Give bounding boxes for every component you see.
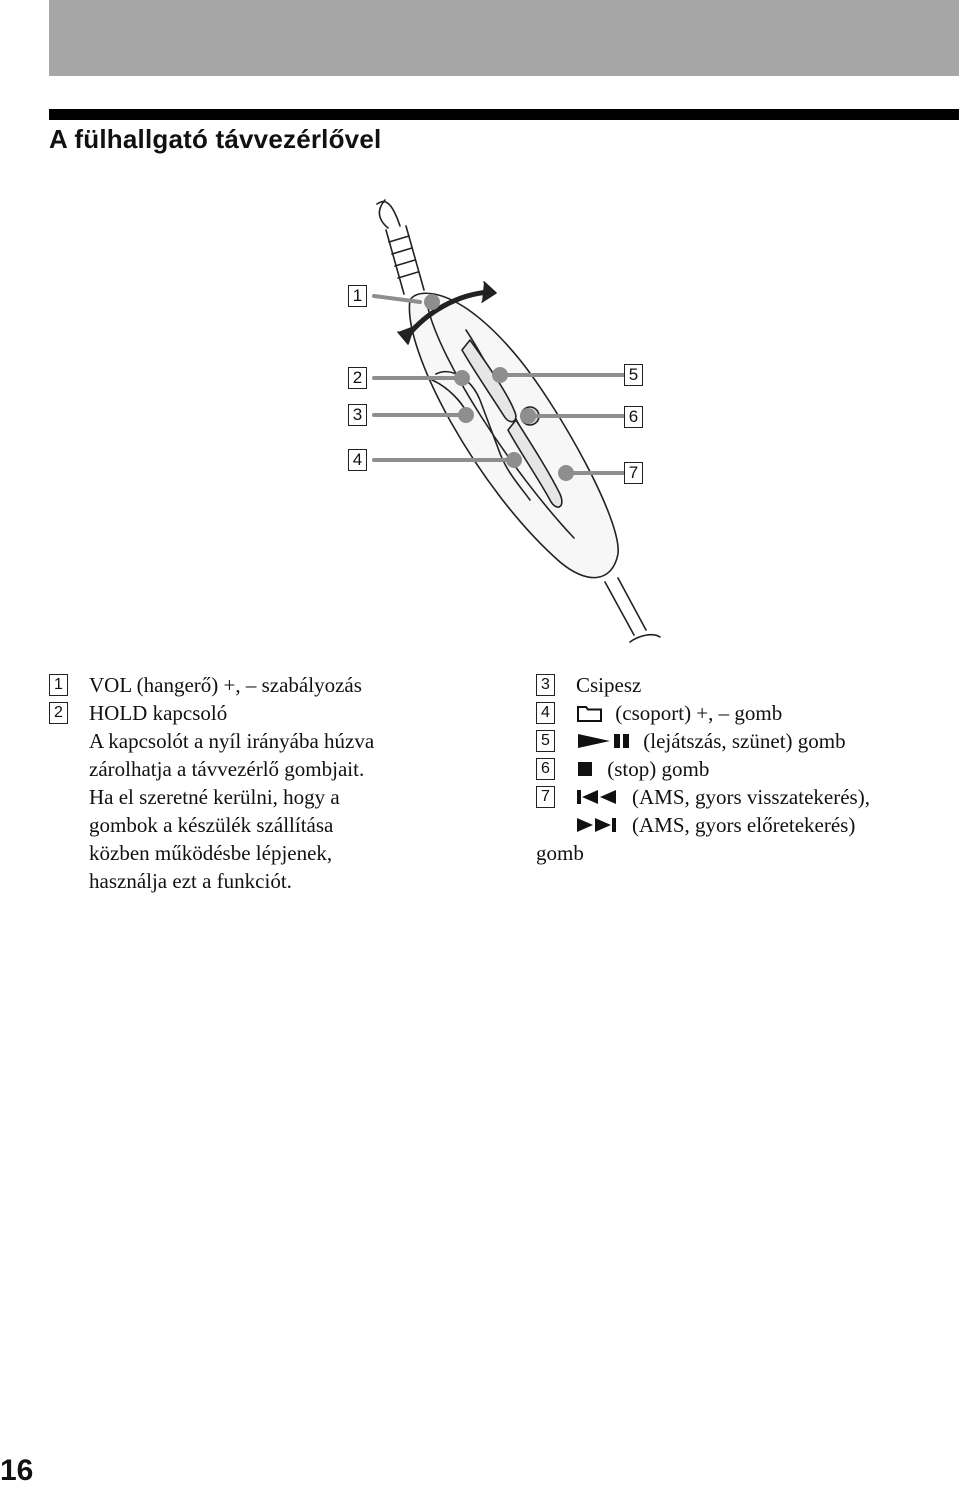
cable-bottom-end (630, 635, 660, 642)
item-text: HOLD kapcsoló (89, 701, 228, 725)
callout-6: 6 (624, 406, 643, 428)
list-item-hold (49, 699, 479, 895)
volume-arrow-left-head (398, 326, 414, 344)
leader-dot-6 (522, 410, 534, 422)
item-text: Csipesz (576, 673, 642, 697)
item-number: 3 (536, 674, 555, 696)
page-title: A fülhallgató távvezérlővel (49, 124, 382, 154)
item-number: 6 (536, 758, 555, 780)
list-item-group (536, 699, 956, 727)
volume-arrow-right-head (482, 282, 496, 302)
item-text: közben működésbe lépjenek, (89, 841, 333, 865)
item-text: (AMS, gyors visszatekerés), (632, 785, 870, 809)
leader-dot-4 (508, 454, 520, 466)
left-column (49, 671, 479, 895)
list-item-ams (536, 783, 956, 867)
stop-icon (576, 759, 596, 779)
item-text: VOL (hangerő) +, – szabályozás (89, 673, 362, 697)
item-text: (lejátszás, szünet) gomb (643, 729, 846, 753)
callout-2: 2 (348, 367, 367, 389)
item-number: 2 (49, 702, 68, 724)
right-column (536, 671, 956, 867)
item-number: 1 (49, 674, 68, 696)
callout-1: 1 (348, 285, 367, 307)
item-number: 5 (536, 730, 555, 752)
cable-top-left (379, 200, 388, 228)
leader-dot-5 (494, 369, 506, 381)
title-rule (49, 109, 959, 120)
cable-top-right (377, 202, 400, 226)
callout-7: 7 (624, 462, 643, 484)
page-number: 16 (0, 1454, 34, 1487)
list-item-stop (536, 755, 956, 783)
fast-forward-icon (576, 815, 626, 835)
cable-bottom (605, 578, 646, 635)
list-item-play-pause (536, 727, 956, 755)
list-item-vol (49, 671, 479, 699)
header-band (49, 0, 959, 76)
item-text: gomb (536, 841, 584, 865)
item-text: (csoport) +, – gomb (615, 701, 783, 725)
item-text: (AMS, gyors előretekerés) (632, 813, 856, 837)
item-text: (stop) gomb (607, 757, 710, 781)
callout-5: 5 (624, 364, 643, 386)
item-text: használja ezt a funkciót. (89, 869, 292, 893)
rewind-icon (576, 787, 626, 807)
remote-control-figure (0, 190, 960, 660)
remote-control-illustration (0, 190, 960, 660)
callout-4: 4 (348, 449, 367, 471)
item-number: 7 (536, 786, 555, 808)
item-text: A kapcsolót a nyíl irányába húzva (89, 729, 375, 753)
item-text: gombok a készülék szállítása (89, 813, 334, 837)
item-text: Ha el szeretné kerülni, hogy a (89, 785, 340, 809)
leader-dot-1 (426, 296, 438, 308)
leader-dot-7 (560, 467, 572, 479)
play-pause-icon (576, 731, 632, 751)
item-line (576, 811, 956, 839)
item-text: zárolhatja a távvezérlő gombjait. (89, 757, 365, 781)
item-number: 4 (536, 702, 555, 724)
callout-3: 3 (348, 404, 367, 426)
group-folder-icon (576, 703, 604, 723)
list-item-clip (536, 671, 956, 699)
leader-dot-2 (456, 372, 468, 384)
leader-dot-3 (460, 409, 472, 421)
item-line (576, 783, 956, 811)
